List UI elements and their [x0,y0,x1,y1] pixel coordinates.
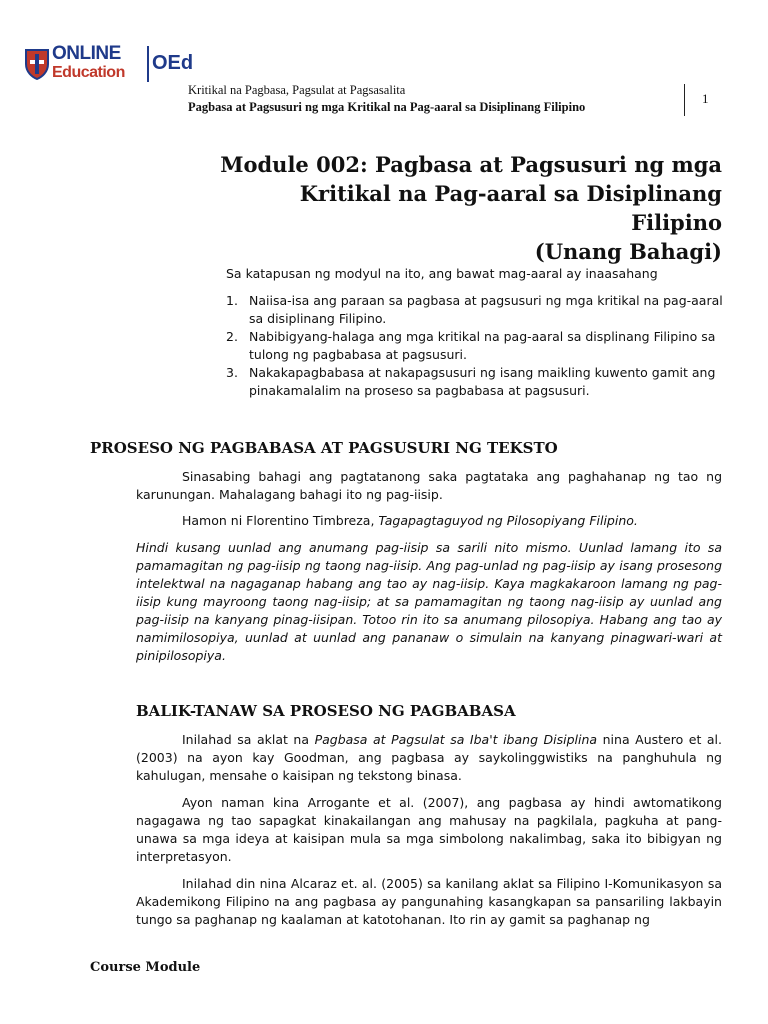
header-divider [684,84,685,116]
logo-online-text: ONLINE [52,43,121,64]
objectives-intro: Sa katapusan ng modyul na ito, ang bawat mag-aaral ay inaasahang [226,266,658,281]
inilahad-prefix: Inilahad sa aklat na [182,732,315,747]
list-text: Nabibigyang-halaga ang mga kritikal na pag-aaral sa displinang Filipino sa tulong ng pagbabasa at pagsusuri. [249,329,716,362]
book-title-italic: Pagbasa at Pagsulat sa Iba't ibang Disiplina [314,732,598,747]
shield-logo-icon [24,48,50,80]
title-line-1: Module 002: Pagbasa at Pagsusuri ng mga [220,152,722,177]
list-text: Nakakapagbabasa at nakapagsusuri ng isang maikling kuwento gamit ang pinakamalalim na proseso sa pagbabasa at pagsusuri. [249,365,716,398]
paragraph-inilahad [136,731,722,785]
list-item [226,328,726,364]
paragraph-hamon [136,512,722,530]
list-number: 3. [226,365,238,380]
paragraph-sinasabing: Sinasabing bahagi ang pagtatanong saka pagtataka ang paghahanap ng tao ng karunungan. Mahalagang bahagi ito ng pag-iisip. [136,469,722,502]
objectives-list [226,292,726,400]
logo-education-text: Education [52,64,125,81]
paragraph-alcaraz: Inilahad din nina Alcaraz et. al. (2005) sa kanilang aklat sa Filipino I-Komunikasyon sa Akademikong Filipino na ang pagbasa ay pangunahing kasangkapan sa pansariling lakbayin tungo sa paghanap ng kaalaman at katotohanan. Ito rin ay gamit sa paghanap ng [136,876,722,927]
section-heading-proseso: PROSESO NG PAGBABASA AT PAGSUSURI NG TEKSTO [90,439,558,457]
footer-course-module: Course Module [90,960,201,975]
list-item [226,364,726,400]
running-header [188,82,585,116]
header-module-title: Pagbasa at Pagsusuri ng mga Kritikal na Pag-aaral sa Disiplinang Filipino [188,100,586,114]
section-heading-balik-tanaw: BALIK-TANAW SA PROSESO NG PAGBABASA [136,702,516,720]
title-line-3: (Unang Bahagi) [534,239,722,264]
list-text: Naiisa-isa ang paraan sa pagbasa at pagsusuri ng mga kritikal na pag-aaral sa disiplinang Filipino. [249,293,723,326]
quote-timbreza: Hindi kusang uunlad ang anumang pag-iisip sa sarili nito mismo. Uunlad lamang ito sa pamamagitan ng pag-iisip ng taong nag-iisip. Ang pag-unlad ng pag-iisip ay isang prosesong intelektwal na nagaganap habang ang tao ay nag-iisip. Kaya magkakaroon lamang ng pag-iisip kung mayroong taong nag-iisip; at sa pamamagitan ng taong nag-iisip ay uunlad ang pag-iisip na kanyang pinag-iisipan. Totoo rin ito sa anumang pilosopiya. Habang ang tao ay namimilosopiya, uunlad at uunlad ang pananaw o simulain na kanyang pinagwari-wari at pinipilosopiya. [136,540,722,663]
list-number: 1. [226,293,238,308]
inilahad-suffix: nina Austero et al.(2003) na ayon kay Goodman, ang pagbasa ay saykolinggwistiks na panghuhula ng kahulugan, mensahe o kaisipan ng tekstong binasa. [136,732,722,783]
paragraph-arrogante: Ayon naman kina Arrogante et al. (2007), ang pagbasa ay hindi awtomatikong nagagawa ng tao sapagkat kinakailangan ang mahusay na pagkilala, pagkuha at pang-unawa sa mga ideya at kaisipan mula sa mga simbolong nakalimbag, saka ito bibigyan ng interpretasyon. [136,795,722,864]
page-title [202,150,722,266]
list-number: 2. [226,329,238,344]
list-item [226,292,726,328]
logo-oed-text: OEd [152,52,194,74]
hamon-italic-title: Tagapagtaguyod ng Pilosopiyang Filipino. [378,513,638,528]
online-education-logo [22,43,194,88]
hamon-text: Hamon ni Florentino Timbreza, [182,513,379,528]
title-line-2: Kritikal na Pag-aaral sa Disiplinang Filipino [299,181,722,235]
page-number: 1 [702,91,709,106]
logo-divider [147,46,149,82]
header-course-title: Kritikal na Pagbasa, Pagsulat at Pagsasalita [188,83,406,97]
